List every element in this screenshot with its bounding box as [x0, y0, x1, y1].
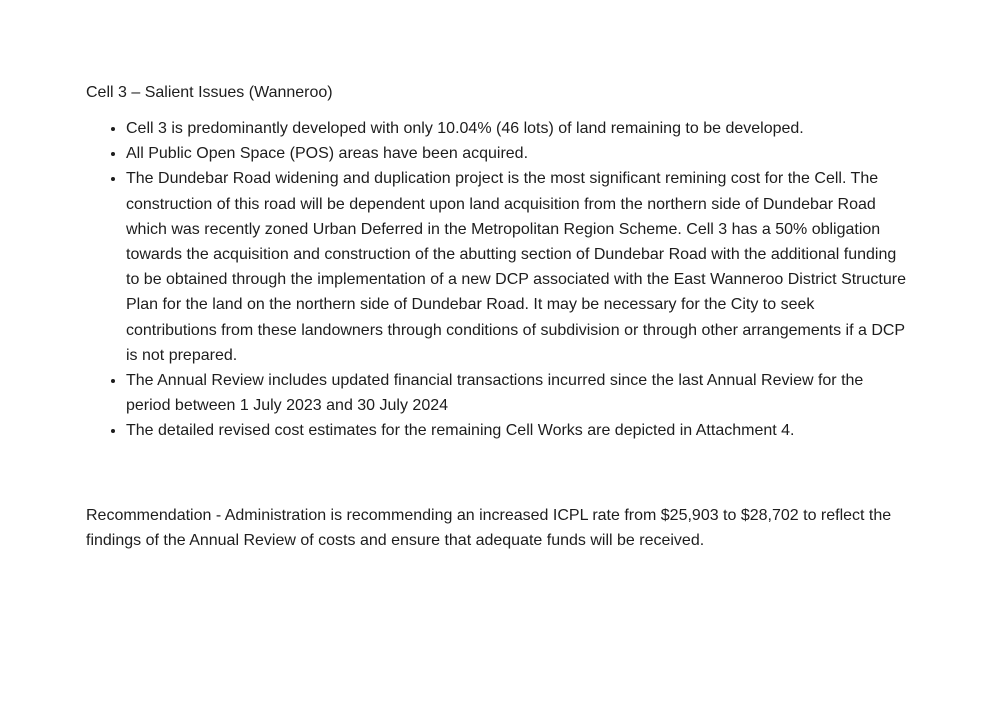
recommendation-paragraph: Recommendation - Administration is recommending an increased ICPL rate from $25,903 to $28,702 to reflect the findings of the Annual Review of costs and ensure that adequate funds will be received.: [86, 507, 892, 550]
bullet-item-cost-estimates: • The detailed revised cost estimates for the remaining Cell Works are depicted in Attachment 4.: [126, 418, 906, 443]
bullet-item-annual-review-period: • The Annual Review includes updated financial transactions incurred since the last Annual Review for the period between 1 July 2023 and 30 July 2024: [126, 368, 906, 418]
bullet-item-dundebar-road: • The Dundebar Road widening and duplication project is the most significant remining cost for the Cell. The construction of this road will be dependent upon land acquisition from the northern side of Dundebar Road which was recently zoned Urban Deferred in the Metropolitan Region Scheme. Cell 3 has a 50% obligation towards the acquisition and construction of the abutting section of Dundebar Road with the additional funding to be obtained through the implementation of a new DCP associated with the East Wanneroo District Structure Plan for the land on the northern side of Dundebar Road. It may be necessary for the City to seek contributions from these landowners through conditions of subdivision or through other arrangements if a DCP is not prepared.: [126, 166, 906, 368]
section-heading: Cell 3 – Salient Issues (Wanneroo): [86, 84, 333, 101]
bullet-item-land-remaining: • Cell 3 is predominantly developed with only 10.04% (46 lots) of land remaining to be developed.: [126, 116, 906, 141]
bullet-item-pos-acquired: • All Public Open Space (POS) areas have been acquired.: [126, 141, 906, 166]
bullet-list: [86, 116, 906, 444]
